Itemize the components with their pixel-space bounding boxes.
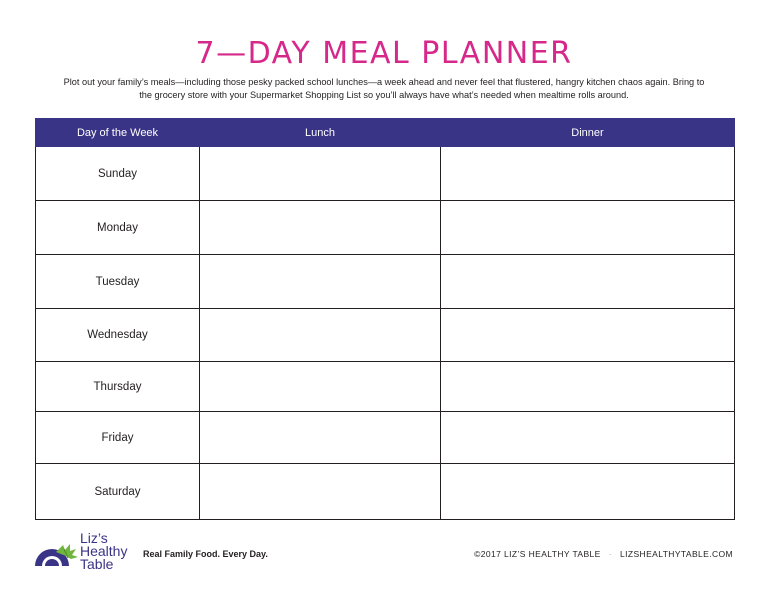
header-day: Day of the Week	[36, 119, 200, 147]
dinner-cell[interactable]	[441, 309, 735, 362]
dinner-cell[interactable]	[441, 412, 735, 464]
header-lunch: Lunch	[200, 119, 441, 147]
page-title: 7—DAY MEAL PLANNER	[195, 36, 573, 71]
dinner-cell[interactable]	[441, 201, 735, 255]
logo-line-2: Healthy	[80, 543, 128, 559]
lunch-cell[interactable]	[200, 412, 441, 464]
table-header-row	[36, 119, 735, 147]
dinner-cell[interactable]	[441, 255, 735, 309]
lunch-cell[interactable]	[200, 201, 441, 255]
table-row	[36, 201, 735, 255]
meal-planner-table	[35, 118, 735, 520]
day-cell: Wednesday	[36, 309, 200, 362]
day-cell: Saturday	[36, 464, 200, 520]
website-text: LIZSHEALTHYTABLE.COM	[619, 549, 733, 559]
tagline: Real Family Food. Every Day.	[143, 549, 268, 559]
lunch-cell[interactable]	[200, 362, 441, 412]
table-row	[36, 464, 735, 520]
table-row	[36, 362, 735, 412]
lunch-cell[interactable]	[200, 309, 441, 362]
day-cell: Friday	[36, 412, 200, 464]
table-row	[36, 147, 735, 201]
header-dinner: Dinner	[441, 119, 735, 147]
intro-text: Plot out your family’s meals—including those pesky packed school lunches—a week ahead and never feel that flustered, hangry kitchen chaos again. Bring to the grocery store with your Supermarket Shopping List so you’ll always have what’s needed when mealtime rolls around.	[63, 77, 705, 100]
dinner-cell[interactable]	[441, 362, 735, 412]
logo-line-1: Liz’s	[80, 530, 108, 546]
copyright-text: ©2017 LIZ’S HEALTHY TABLE	[474, 549, 601, 559]
day-cell: Tuesday	[36, 255, 200, 309]
day-cell: Sunday	[36, 147, 200, 201]
lunch-cell[interactable]	[200, 255, 441, 309]
lunch-cell[interactable]	[200, 147, 441, 201]
day-cell: Monday	[36, 201, 200, 255]
table-row	[36, 412, 735, 464]
lunch-cell[interactable]	[200, 464, 441, 520]
table-row	[36, 255, 735, 309]
logo-line-3: Table	[80, 556, 114, 572]
table-row	[36, 309, 735, 362]
footer-separator: ·	[608, 549, 612, 559]
logo-wordmark	[80, 532, 127, 571]
day-cell: Thursday	[36, 362, 200, 412]
dinner-cell[interactable]	[441, 147, 735, 201]
dinner-cell[interactable]	[441, 464, 735, 520]
copyright-line	[474, 549, 733, 559]
